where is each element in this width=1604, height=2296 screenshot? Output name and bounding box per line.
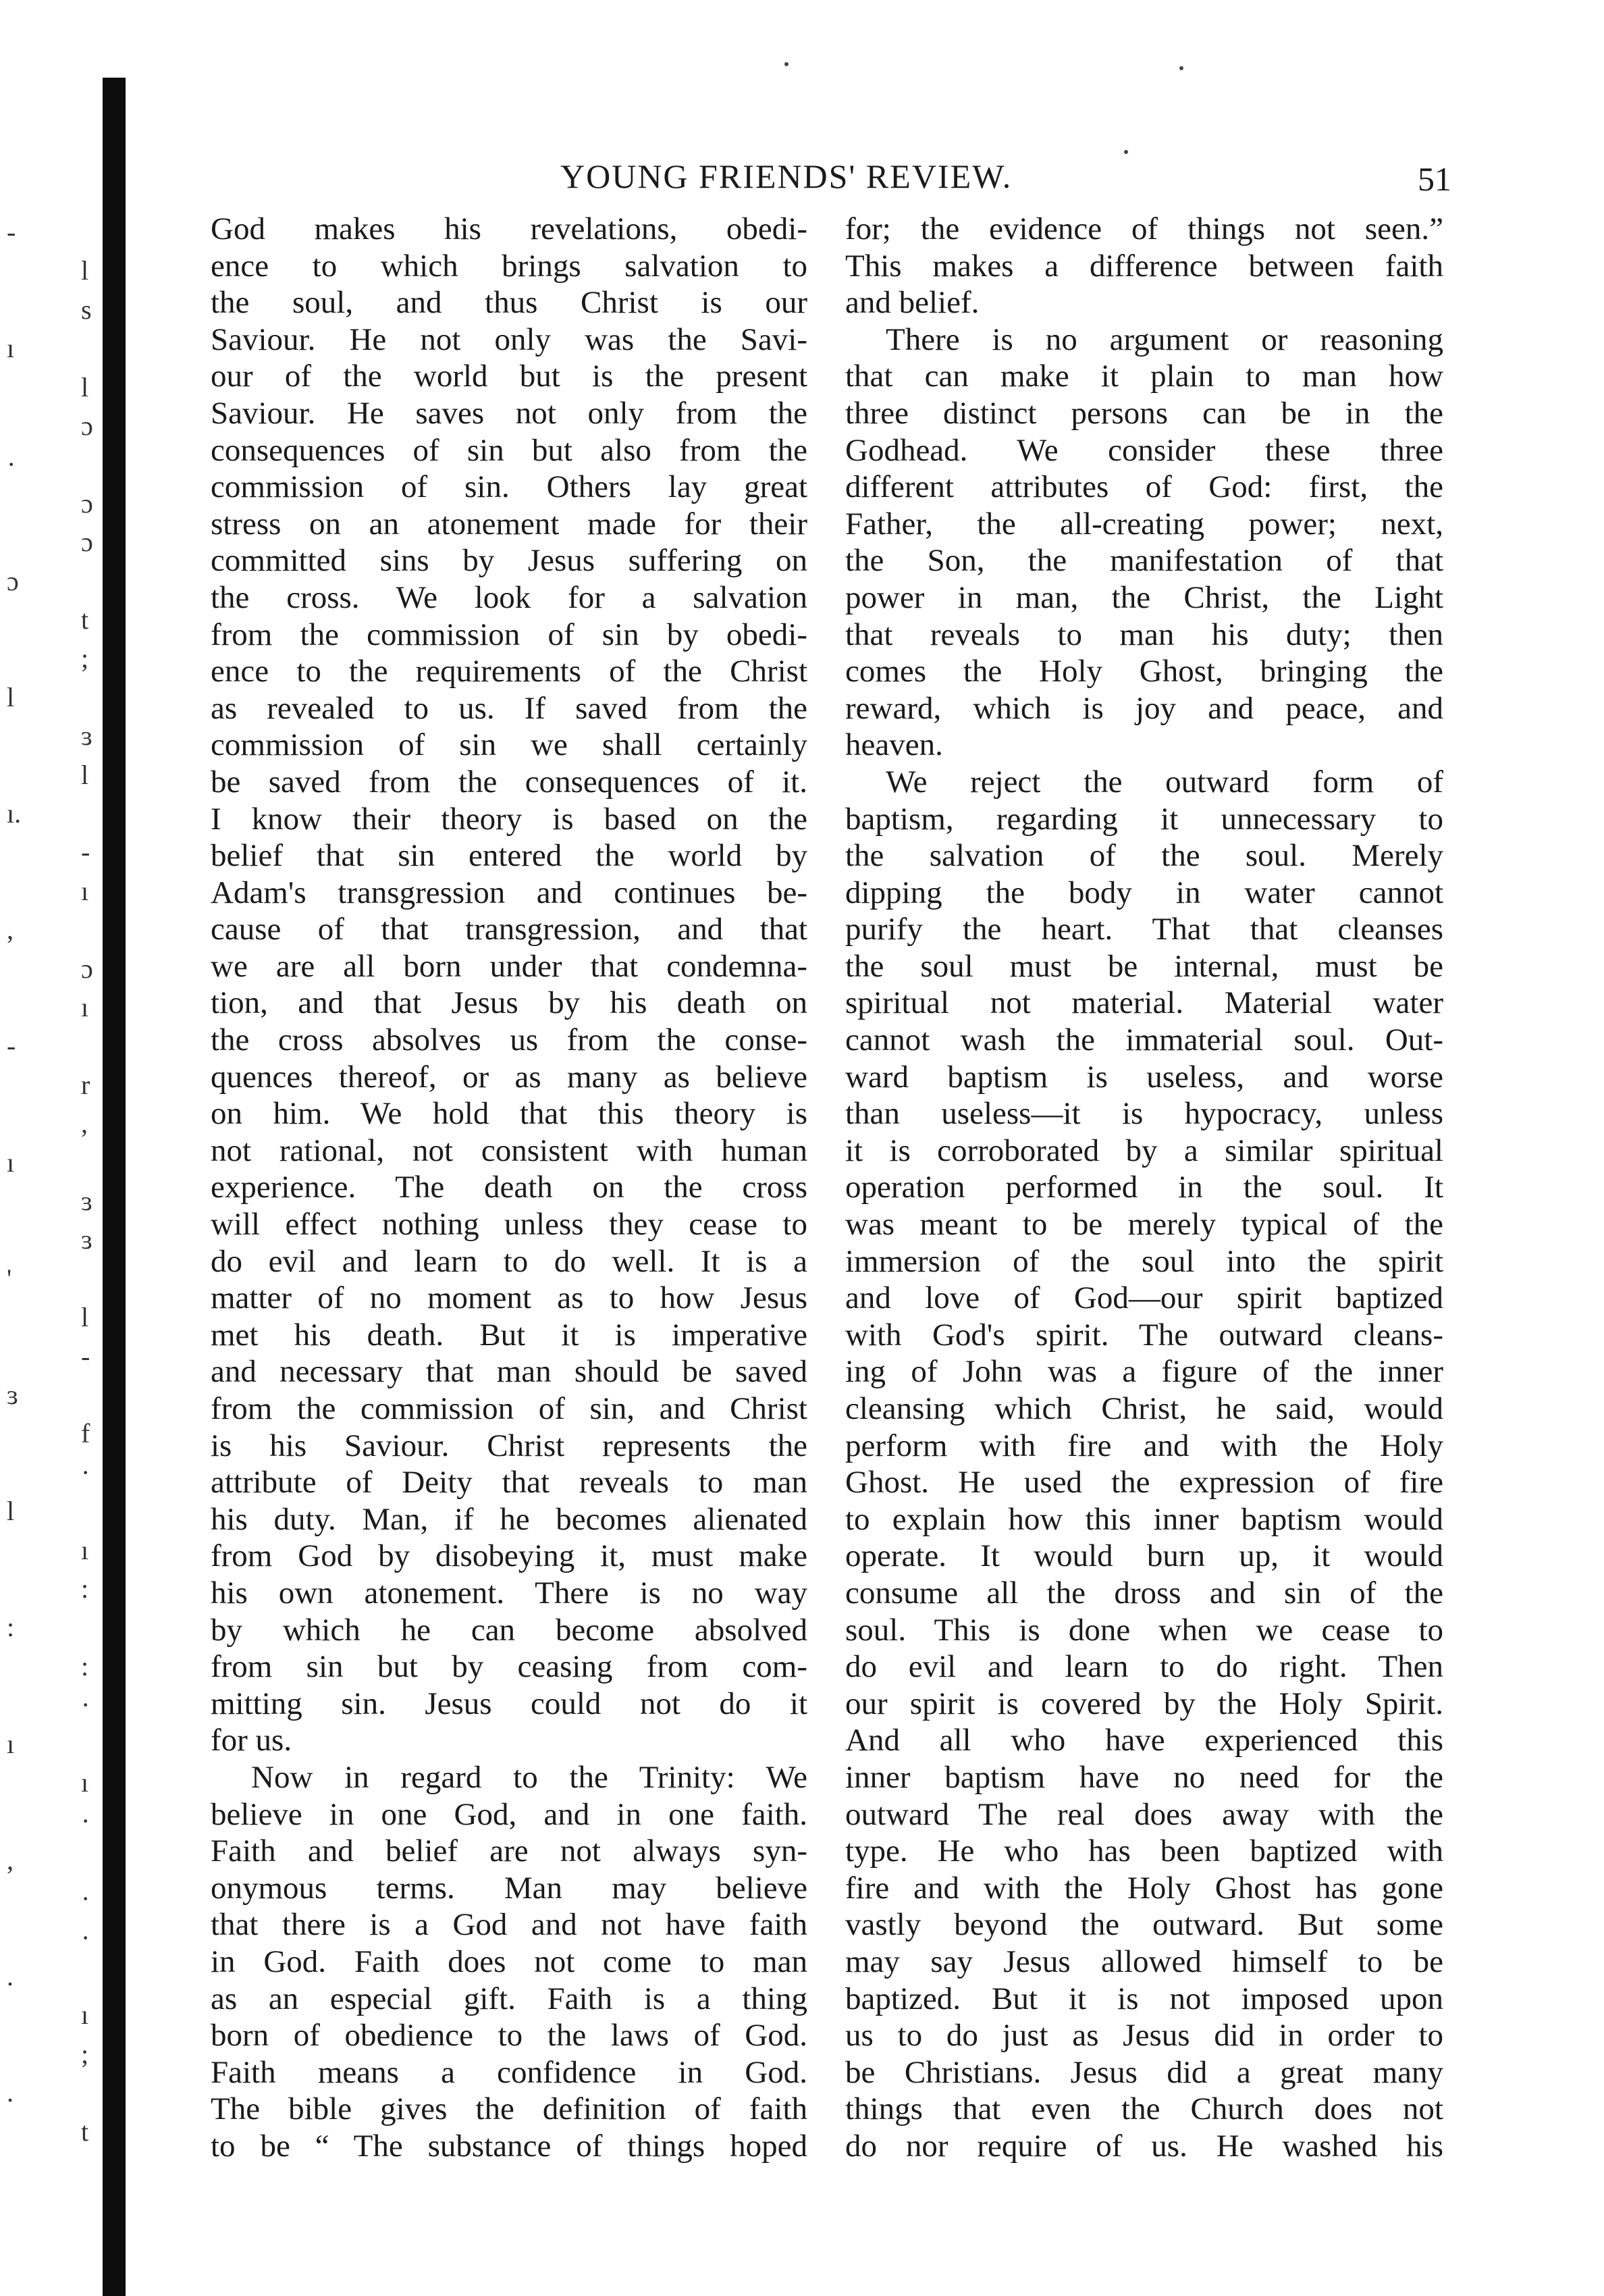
text-line: that can make it plain to man how xyxy=(845,359,1443,394)
text-line: soul. This is done when we cease to xyxy=(845,1612,1443,1648)
margin-fragment: ' xyxy=(7,1263,12,1294)
text-line: from God by disobeying it, must make xyxy=(211,1538,807,1574)
text-line: and necessary that man should be saved xyxy=(211,1354,807,1390)
text-line: inner baptism have no need for the xyxy=(845,1759,1443,1795)
margin-fragment: ı xyxy=(7,1147,15,1178)
text-line: type. He who has been baptized with xyxy=(845,1833,1443,1869)
text-line: we are all born under that condemna- xyxy=(211,948,807,984)
margin-fragment: f xyxy=(81,1418,90,1449)
text-line: it is corroborated by a similar spiritual xyxy=(845,1132,1443,1168)
text-line: operate. It would burn up, it would xyxy=(845,1538,1443,1574)
text-line: will effect nothing unless they cease to xyxy=(211,1207,807,1243)
facing-page-edge xyxy=(0,216,128,2174)
text-line: power in man, the Christ, the Light xyxy=(845,579,1443,615)
text-line: born of obedience to the laws of God. xyxy=(211,2018,807,2054)
margin-fragment: ı xyxy=(7,333,15,363)
margin-fragment: - xyxy=(7,1030,16,1061)
text-line: ing of John was a figure of the inner xyxy=(845,1354,1443,1390)
text-line: mitting sin. Jesus could not do it xyxy=(211,1686,807,1721)
text-line: met his death. But it is imperative xyxy=(211,1317,807,1353)
text-line: heaven. xyxy=(845,727,943,763)
text-line: the Son, the manifestation of that xyxy=(845,543,1443,579)
text-line: that reveals to man his duty; then xyxy=(845,617,1443,652)
margin-fragment: ; xyxy=(81,2039,89,2069)
margin-fragment: · xyxy=(81,1883,90,1914)
text-line: was meant to be merely typical of the xyxy=(845,1207,1443,1243)
text-line: be saved from the consequences of it. xyxy=(211,764,807,800)
margin-fragment: · xyxy=(7,449,16,479)
text-line: from the commission of sin by obedi- xyxy=(211,617,807,652)
margin-fragment: , xyxy=(81,1108,88,1139)
text-line: by which he can become absolved xyxy=(211,1612,807,1648)
text-line: not rational, not consistent with human xyxy=(211,1132,807,1168)
running-title: YOUNG FRIENDS' REVIEW. xyxy=(560,157,1013,195)
text-line: spiritual not material. Material water xyxy=(845,985,1443,1021)
text-line: in God. Faith does not come to man xyxy=(211,1943,807,1979)
left-text-column xyxy=(211,211,807,2237)
text-line: fire and with the Holy Ghost has gone xyxy=(845,1870,1443,1906)
text-line: the salvation of the soul. Merely xyxy=(845,838,1443,874)
text-line: and love of God—our spirit baptized xyxy=(845,1280,1443,1316)
text-line: Adam's transgression and continues be- xyxy=(211,875,807,910)
margin-fragment: ı xyxy=(81,1535,89,1565)
text-line: There is no argument or reasoning xyxy=(886,321,1443,357)
margin-fragment: l xyxy=(81,760,89,790)
page-header xyxy=(203,157,1451,204)
text-line: consequences of sin but also from the xyxy=(211,432,807,468)
margin-fragment: l xyxy=(7,682,15,712)
margin-fragment: ı xyxy=(81,2000,89,2030)
margin-fragment: , xyxy=(7,914,14,945)
text-line: commission of sin. Others lay great xyxy=(211,469,807,505)
text-line: ward baptism is useless, and worse xyxy=(845,1059,1443,1095)
text-line: Faith and belief are not always syn- xyxy=(211,1833,807,1869)
text-line: And all who have experienced this xyxy=(845,1723,1443,1758)
margin-fragment: ɔ xyxy=(81,411,93,441)
text-line: belief that sin entered the world by xyxy=(211,838,807,874)
text-line: I know their theory is based on the xyxy=(211,801,807,837)
margin-fragment: ɜ xyxy=(81,721,92,751)
text-line: tion, and that Jesus by his death on xyxy=(211,985,807,1021)
text-line: the cross absolves us from the conse- xyxy=(211,1022,807,1058)
right-text-column xyxy=(845,211,1443,2237)
text-line: baptized. But it is not imposed upon xyxy=(845,1981,1443,2016)
margin-fragment: ı xyxy=(81,1767,89,1798)
text-line: different attributes of God: first, the xyxy=(845,469,1443,505)
text-line: for; the evidence of things not seen.” xyxy=(845,211,1443,246)
text-line: comes the Holy Ghost, bringing the xyxy=(845,654,1443,689)
margin-fragment: - xyxy=(81,1341,90,1372)
text-line: the soul, and thus Christ is our xyxy=(211,285,807,321)
speck xyxy=(1179,66,1183,70)
margin-fragment: . xyxy=(7,1961,14,1991)
text-line: as revealed to us. If saved from the xyxy=(211,690,807,726)
margin-fragment: ɔ xyxy=(81,488,93,519)
margin-fragment: - xyxy=(7,217,16,247)
margin-fragment: : xyxy=(7,1612,15,1642)
text-line: Faith means a confidence in God. xyxy=(211,2054,807,2090)
text-line: Father, the all-creating power; next, xyxy=(845,506,1443,542)
margin-fragment: l xyxy=(81,372,89,402)
margin-fragment: ı xyxy=(81,992,89,1022)
text-line: to be “ The substance of things hoped xyxy=(211,2128,807,2164)
margin-fragment: : xyxy=(81,1651,89,1681)
text-line: the soul must be internal, must be xyxy=(845,948,1443,984)
text-line: from the commission of sin, and Christ xyxy=(211,1391,807,1426)
text-line: commission of sin we shall certainly xyxy=(211,727,807,763)
margin-fragment: · xyxy=(81,1806,90,1836)
text-line: may say Jesus allowed himself to be xyxy=(845,1943,1443,1979)
margin-fragment: · xyxy=(81,1457,90,1488)
text-line: perform with fire and with the Holy xyxy=(845,1428,1443,1463)
text-line: committed sins by Jesus suffering on xyxy=(211,543,807,579)
text-line: do nor require of us. He washed his xyxy=(845,2128,1443,2164)
text-line: is his Saviour. Christ represents the xyxy=(211,1428,807,1463)
text-line: Ghost. He used the expression of fire xyxy=(845,1465,1443,1501)
text-line: for us. xyxy=(211,1723,292,1758)
text-line: purify the heart. That that cleanses xyxy=(845,912,1443,947)
text-line: to explain how this inner baptism would xyxy=(845,1501,1443,1537)
margin-fragment: , xyxy=(7,1845,14,1875)
text-line: We reject the outward form of xyxy=(886,764,1443,800)
text-line: do evil and learn to do well. It is a xyxy=(211,1243,807,1279)
text-line: attribute of Deity that reveals to man xyxy=(211,1465,807,1501)
text-line: the cross. We look for a salvation xyxy=(211,579,807,615)
text-line: his duty. Man, if he becomes alienated xyxy=(211,1501,807,1537)
text-line: ence to the requirements of the Christ xyxy=(211,654,807,689)
margin-fragment: ɜ xyxy=(81,1186,92,1216)
text-line: outward The real does away with the xyxy=(845,1796,1443,1832)
text-line: stress on an atonement made for their xyxy=(211,506,807,542)
margin-fragment: l xyxy=(7,1496,15,1526)
text-line: reward, which is joy and peace, and xyxy=(845,690,1443,726)
margin-fragment: . xyxy=(7,2077,14,2108)
text-line: do evil and learn to do right. Then xyxy=(845,1649,1443,1685)
margin-fragment: ɜ xyxy=(7,1380,18,1410)
text-line: believe in one God, and in one faith. xyxy=(211,1796,807,1832)
margin-fragment: ɔ xyxy=(81,954,93,984)
margin-fragment: ; xyxy=(81,643,89,673)
text-line: God makes his revelations, obedi- xyxy=(211,211,807,246)
text-line: be Christians. Jesus did a great many xyxy=(845,2054,1443,2090)
text-line: consume all the dross and sin of the xyxy=(845,1575,1443,1611)
text-line: cause of that transgression, and that xyxy=(211,912,807,947)
text-line: onymous terms. Man may believe xyxy=(211,1870,807,1906)
text-line: immersion of the soul into the spirit xyxy=(845,1243,1443,1279)
margin-fragment: ı xyxy=(7,1729,15,1759)
margin-fragment: s xyxy=(81,294,92,325)
text-line: cleansing which Christ, he said, would xyxy=(845,1391,1443,1426)
text-line: operation performed in the soul. It xyxy=(845,1170,1443,1205)
text-line: baptism, regarding it unnecessary to xyxy=(845,801,1443,837)
margin-fragment: : xyxy=(81,1573,89,1604)
text-line: The bible gives the definition of faith xyxy=(211,2091,807,2127)
text-line: cannot wash the immaterial soul. Out- xyxy=(845,1022,1443,1058)
text-line: Saviour. He saves not only from the xyxy=(211,395,807,431)
margin-fragment: l xyxy=(81,1302,89,1332)
text-line: with God's spirit. The outward cleans- xyxy=(845,1317,1443,1353)
text-line: his own atonement. There is no way xyxy=(211,1575,807,1611)
margin-fragment: ı. xyxy=(7,798,22,829)
margin-fragment: t xyxy=(81,604,89,635)
margin-fragment: t xyxy=(81,2116,89,2147)
margin-fragment: ɔ xyxy=(81,527,93,557)
text-line: our spirit is covered by the Holy Spirit. xyxy=(845,1686,1443,1721)
text-line: that there is a God and not have faith xyxy=(211,1907,807,1943)
text-line: vastly beyond the outward. But some xyxy=(845,1907,1443,1943)
margin-fragment: · xyxy=(81,1690,90,1720)
text-line: things that even the Church does not xyxy=(845,2091,1443,2127)
page-number: 51 xyxy=(1418,160,1451,198)
text-line: experience. The death on the cross xyxy=(211,1170,807,1205)
text-line: than useless—it is hypocracy, unless xyxy=(845,1096,1443,1132)
text-line: as an especial gift. Faith is a thing xyxy=(211,1981,807,2016)
margin-fragment: ɜ xyxy=(81,1224,92,1255)
margin-fragment: - xyxy=(81,837,90,867)
text-line: Saviour. He not only was the Savi- xyxy=(211,321,807,357)
text-line: quences thereof, or as many as believe xyxy=(211,1059,807,1095)
text-line: from sin but by ceasing from com- xyxy=(211,1649,807,1685)
margin-fragment: · xyxy=(81,1923,90,1953)
text-line: Now in regard to the Trinity: We xyxy=(251,1759,807,1795)
text-line: our of the world but is the present xyxy=(211,359,807,394)
text-line: matter of no moment as to how Jesus xyxy=(211,1280,807,1316)
speck xyxy=(1124,150,1128,154)
text-line: and belief. xyxy=(845,285,980,321)
text-line: ence to which brings salvation to xyxy=(211,248,807,284)
text-line: This makes a difference between faith xyxy=(845,248,1443,284)
text-line: Godhead. We consider these three xyxy=(845,432,1443,468)
margin-fragment: ı xyxy=(81,876,89,906)
margin-fragment: l xyxy=(81,255,89,286)
text-line: on him. We hold that this theory is xyxy=(211,1096,807,1132)
speck xyxy=(784,62,788,66)
text-line: us to do just as Jesus did in order to xyxy=(845,2018,1443,2054)
margin-fragment: r xyxy=(81,1070,90,1100)
text-line: three distinct persons can be in the xyxy=(845,395,1443,431)
margin-fragment: ɔ xyxy=(7,566,19,596)
text-line: dipping the body in water cannot xyxy=(845,875,1443,910)
